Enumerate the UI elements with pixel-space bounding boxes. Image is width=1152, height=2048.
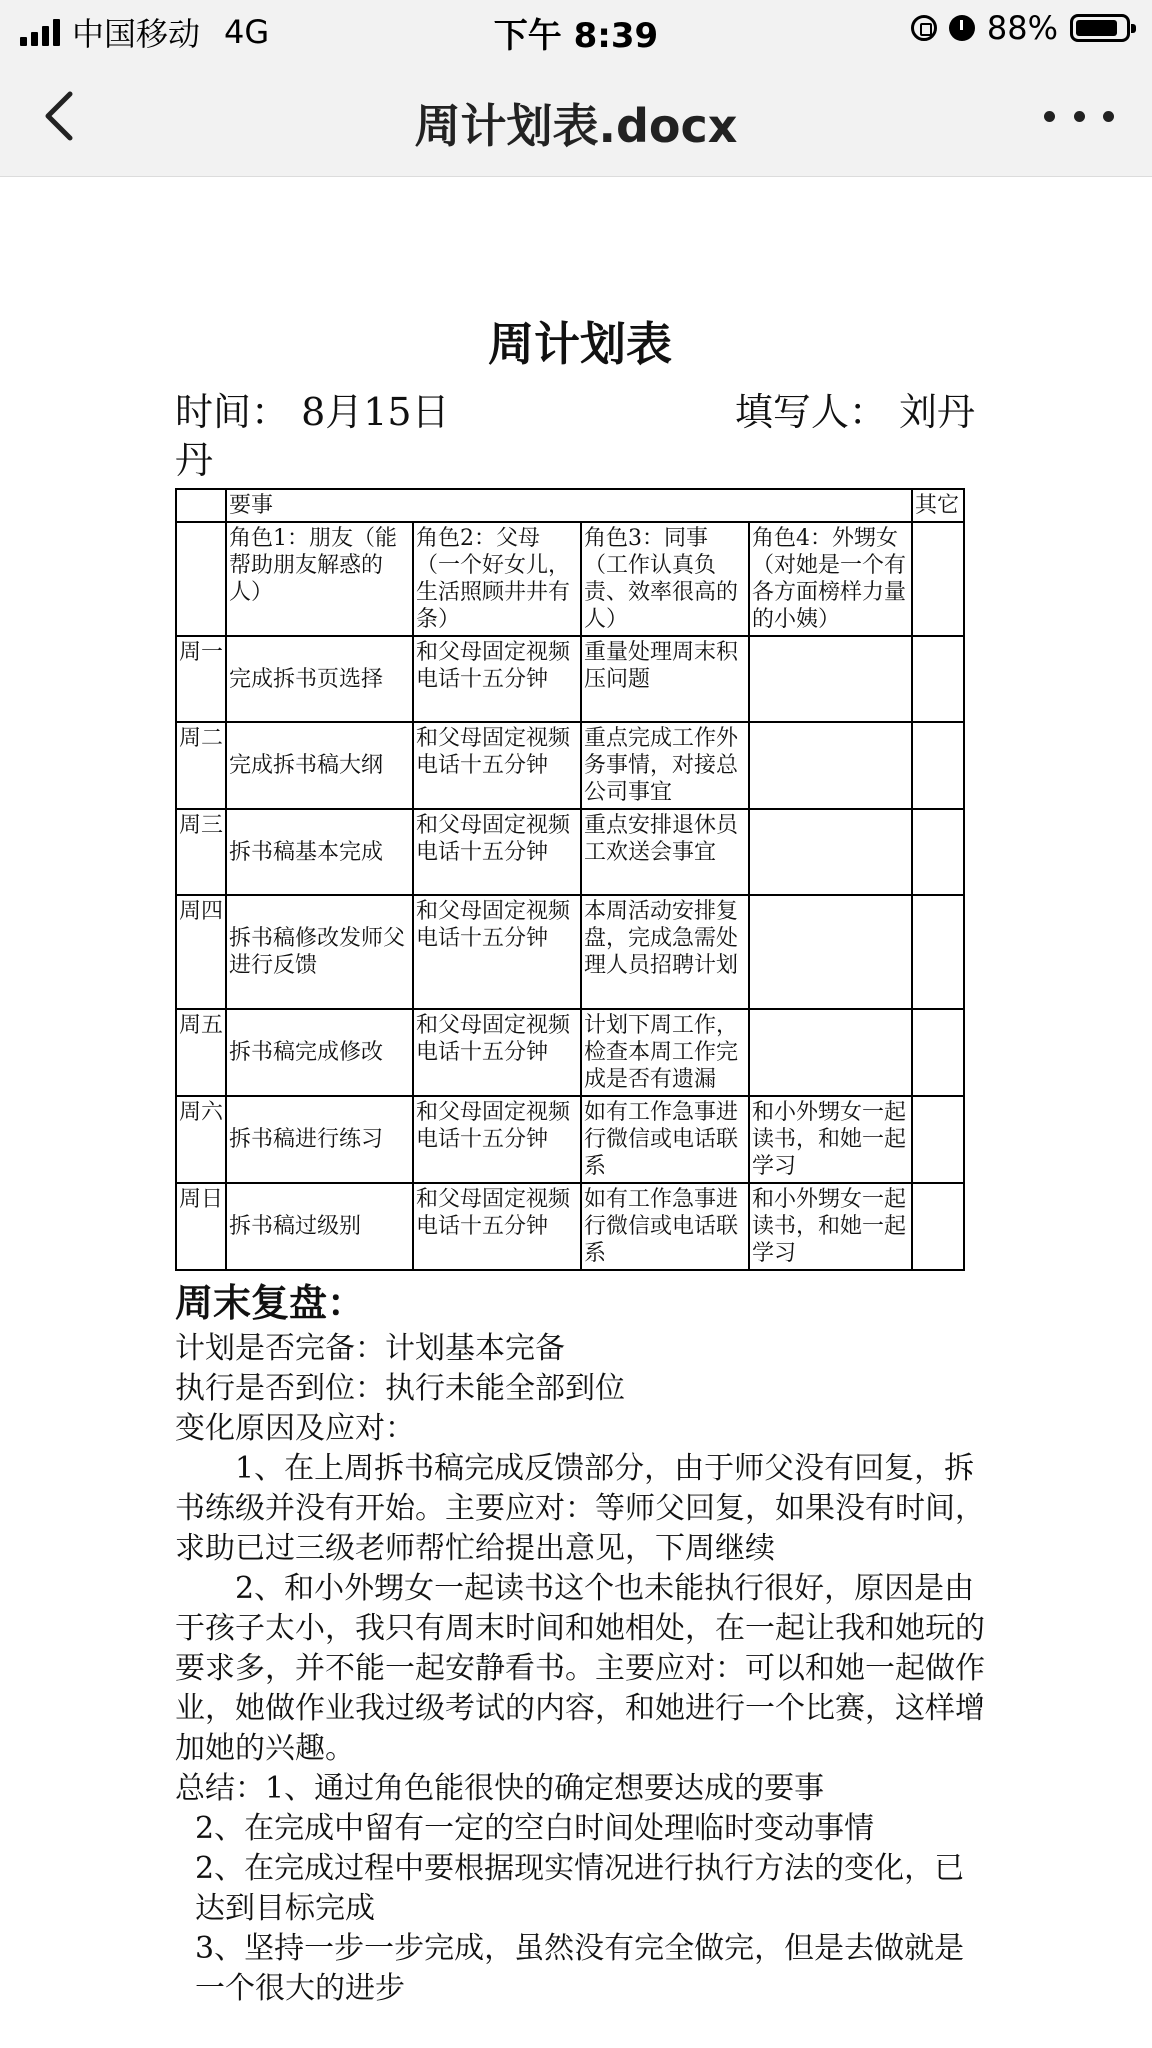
table-cell	[176, 489, 226, 522]
review-para-1: 1、在上周拆书稿完成反馈部分，由于师父没有回复，拆书练级并没有开始。主要应对：等师父回复，如果没有时间，求助已过三级老师帮忙给提出意见，下周继续	[175, 1451, 985, 1566]
review-exec-line: 执行是否到位：执行未能全部到位	[175, 1371, 625, 1406]
colleague-cell: 本周活动安排复盘，完成急需处理人员招聘计划	[581, 895, 749, 1009]
review-heading: 周末复盘：	[175, 1281, 366, 1325]
carrier-label: 中国移动	[72, 15, 201, 53]
niece-cell	[749, 1009, 912, 1096]
network-label: 4G	[224, 13, 270, 51]
colleague-cell: 重点安排退休员工欢送会事宜	[581, 809, 749, 895]
filler-field: 填写人： 刘丹	[734, 390, 975, 434]
other-cell	[912, 1096, 964, 1183]
parents-cell: 和父母固定视频电话十五分钟	[413, 1009, 581, 1096]
table-cell	[912, 522, 964, 636]
filler-wrap: 丹	[175, 438, 214, 482]
other-cell	[912, 895, 964, 1009]
table-header-other: 其它	[912, 489, 964, 522]
niece-cell: 和小外甥女一起读书，和她一起学习	[749, 1096, 912, 1183]
day-cell: 周一	[176, 636, 226, 722]
review-reason-line: 变化原因及应对：	[175, 1411, 415, 1446]
parents-cell: 和父母固定视频电话十五分钟	[413, 1183, 581, 1270]
day-cell: 周日	[176, 1183, 226, 1270]
status-right	[911, 9, 1130, 47]
friend-cell: 完成拆书页选择	[226, 636, 413, 722]
friend-cell: 完成拆书稿大纲	[226, 722, 413, 809]
battery-percent: 88%	[986, 9, 1058, 47]
table-header-row	[176, 489, 964, 522]
summary-line-4: 3、坚持一步一步完成，虽然没有完全做完，但是去做就是一个很大的进步	[195, 1931, 965, 2006]
table-cell	[176, 522, 226, 636]
status-time: 下午 8:39	[493, 16, 659, 56]
table-row	[176, 809, 964, 895]
friend-cell: 拆书稿基本完成	[226, 809, 413, 895]
table-row	[176, 1096, 964, 1183]
parents-cell: 和父母固定视频电话十五分钟	[413, 722, 581, 809]
day-cell: 周四	[176, 895, 226, 1009]
doc-title: 周计划表	[488, 317, 672, 371]
niece-cell: 和小外甥女一起读书，和她一起学习	[749, 1183, 912, 1270]
niece-cell	[749, 809, 912, 895]
alarm-icon	[949, 15, 975, 41]
colleague-cell: 计划下周工作，检查本周工作完成是否有遗漏	[581, 1009, 749, 1096]
parents-cell: 和父母固定视频电话十五分钟	[413, 809, 581, 895]
role-cell: 角色4：外甥女（对她是一个有各方面榜样力量的小姨）	[749, 522, 912, 636]
friend-cell: 拆书稿修改发师父进行反馈	[226, 895, 413, 1009]
colleague-cell: 如有工作急事进行微信或电话联系	[581, 1183, 749, 1270]
more-horizontal-icon	[1044, 111, 1055, 122]
friend-cell: 拆书稿完成修改	[226, 1009, 413, 1096]
time-field: 时间： 8月15日	[175, 390, 450, 434]
colleague-cell: 重量处理周末积压问题	[581, 636, 749, 722]
role-cell: 角色2：父母（一个好女儿，生活照顾井井有条）	[413, 522, 581, 636]
other-cell	[912, 722, 964, 809]
day-cell: 周三	[176, 809, 226, 895]
friend-cell: 拆书稿过级别	[226, 1183, 413, 1270]
status-bar	[0, 0, 1152, 58]
table-header-yaoshi: 要事	[226, 489, 912, 522]
parents-cell: 和父母固定视频电话十五分钟	[413, 895, 581, 1009]
nav-title: 周计划表.docx	[414, 99, 738, 153]
colleague-cell: 重点完成工作外务事情，对接总公司事宜	[581, 722, 749, 809]
table-row	[176, 636, 964, 722]
battery-icon	[1070, 14, 1130, 42]
parents-cell: 和父母固定视频电话十五分钟	[413, 636, 581, 722]
day-cell: 周六	[176, 1096, 226, 1183]
doc-meta	[175, 388, 985, 484]
table-roles-row	[176, 522, 964, 636]
parents-cell: 和父母固定视频电话十五分钟	[413, 1096, 581, 1183]
niece-cell	[749, 636, 912, 722]
orientation-lock-icon	[911, 15, 937, 41]
day-cell: 周五	[176, 1009, 226, 1096]
other-cell	[912, 809, 964, 895]
more-button[interactable]	[1044, 98, 1114, 134]
niece-cell	[749, 722, 912, 809]
other-cell	[912, 1183, 964, 1270]
friend-cell: 拆书稿进行练习	[226, 1096, 413, 1183]
document-page	[175, 316, 985, 2009]
summary-line-3: 2、在完成过程中要根据现实情况进行执行方法的变化，已达到目标完成	[195, 1851, 965, 1926]
other-cell	[912, 1009, 964, 1096]
table-row	[176, 1009, 964, 1096]
summary-line-2: 2、在完成中留有一定的空白时间处理临时变动事情	[195, 1811, 875, 1846]
nav-bar	[0, 58, 1152, 177]
colleague-cell: 如有工作急事进行微信或电话联系	[581, 1096, 749, 1183]
table-row	[176, 1183, 964, 1270]
review-plan-line: 计划是否完备：计划基本完备	[175, 1331, 565, 1366]
role-cell: 角色1：朋友（能帮助朋友解惑的人）	[226, 522, 413, 636]
table-row	[176, 722, 964, 809]
plan-table	[175, 488, 965, 1271]
role-cell: 角色3：同事（工作认真负责、效率很高的人）	[581, 522, 749, 636]
other-cell	[912, 636, 964, 722]
day-cell: 周二	[176, 722, 226, 809]
table-row	[176, 895, 964, 1009]
review-para-2: 2、和小外甥女一起读书这个也未能执行很好，原因是由于孩子太小，我只有周末时间和她相处，在一起让我和她玩的要求多，并不能一起安静看书。主要应对：可以和她一起做作业，她做作业我过级考试的内容，和她进行一个比赛，这样增加她的兴趣。	[175, 1571, 985, 1766]
summary-line-1: 总结：1、通过角色能很快的确定想要达成的要事	[175, 1771, 825, 1806]
niece-cell	[749, 895, 912, 1009]
